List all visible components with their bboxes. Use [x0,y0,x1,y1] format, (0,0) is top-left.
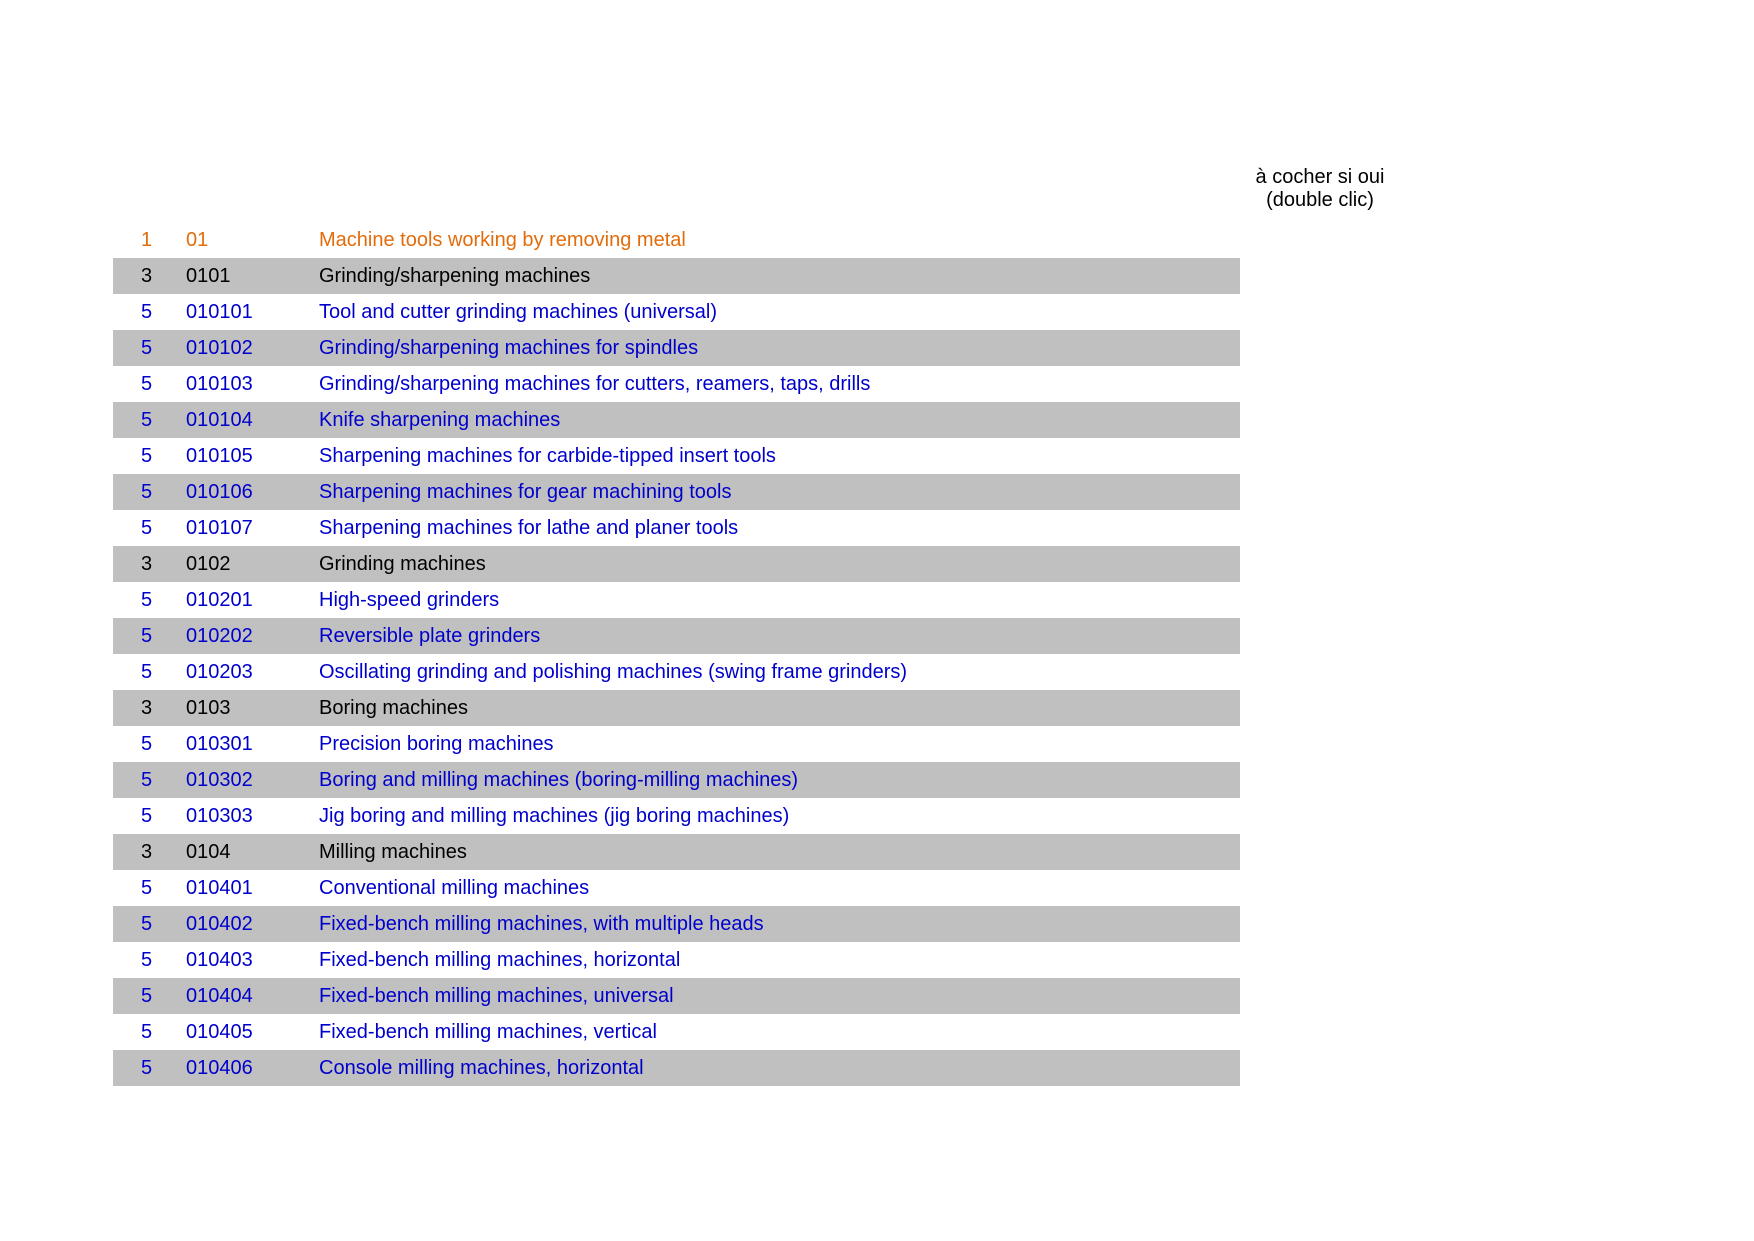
table-row [113,690,1240,726]
checkbox-header-line-1: à cocher si oui [1255,166,1385,188]
row-code: 010203 [186,661,253,683]
row-label: Grinding/sharpening machines for spindles [319,337,699,359]
row-label: Grinding/sharpening machines for cutters, reamers, taps, drills [319,373,871,395]
table-row [113,258,1240,294]
checkbox-column-header [1200,166,1440,212]
row-code: 0101 [186,265,231,287]
row-level: 5 [141,661,153,683]
row-code: 010403 [186,949,253,971]
row-label: Knife sharpening machines [319,409,561,431]
row-level: 5 [141,481,153,503]
table-row [113,906,1240,942]
row-label: Jig boring and milling machines (jig boring machines) [319,805,790,827]
table-row [113,546,1240,582]
table-row [113,510,1240,546]
row-level: 5 [141,877,153,899]
row-code: 010302 [186,769,253,791]
row-code: 010106 [186,481,253,503]
row-code: 010402 [186,913,253,935]
table-row [113,1014,1240,1050]
row-code: 010101 [186,301,253,323]
row-code: 010102 [186,337,253,359]
row-label: Tool and cutter grinding machines (universal) [319,301,717,323]
row-code: 010401 [186,877,253,899]
row-label: High-speed grinders [319,589,500,611]
row-code: 0103 [186,697,231,719]
row-level: 5 [141,409,153,431]
table-row [113,222,1240,258]
row-level: 5 [141,625,153,647]
table-row [113,834,1240,870]
row-code: 010201 [186,589,253,611]
row-label: Sharpening machines for carbide-tipped insert tools [319,445,776,467]
row-code: 010303 [186,805,253,827]
table-row [113,366,1240,402]
row-code: 010406 [186,1057,253,1079]
row-code: 010104 [186,409,253,431]
table-row [113,942,1240,978]
row-code: 010404 [186,985,253,1007]
row-label: Grinding/sharpening machines [319,265,591,287]
table-row [113,438,1240,474]
row-label: Boring and milling machines (boring-milling machines) [319,769,799,791]
row-label: Conventional milling machines [319,877,590,899]
row-label: Sharpening machines for lathe and planer tools [319,517,739,539]
row-code: 010202 [186,625,253,647]
row-level: 5 [141,1057,153,1079]
row-label: Fixed-bench milling machines, horizontal [319,949,681,971]
row-level: 5 [141,913,153,935]
row-level: 5 [141,301,153,323]
row-level: 3 [141,553,153,575]
row-label: Milling machines [319,841,467,863]
row-level: 5 [141,949,153,971]
row-code: 010105 [186,445,253,467]
row-label: Console milling machines, horizontal [319,1057,644,1079]
row-level: 5 [141,1021,153,1043]
row-level: 5 [141,985,153,1007]
table-row [113,978,1240,1014]
row-code: 0104 [186,841,231,863]
row-label: Grinding machines [319,553,486,575]
table-row [113,618,1240,654]
checkbox-header-line-2: (double clic) [1266,189,1374,211]
row-label: Fixed-bench milling machines, with multiple heads [319,913,764,935]
row-code: 0102 [186,553,231,575]
table-row [113,798,1240,834]
row-level: 3 [141,841,153,863]
row-code: 010103 [186,373,253,395]
table-row [113,762,1240,798]
table-row [113,582,1240,618]
table-row [113,654,1240,690]
row-level: 5 [141,373,153,395]
table-row [113,870,1240,906]
row-level: 5 [141,337,153,359]
row-level: 3 [141,265,153,287]
row-label: Fixed-bench milling machines, universal [319,985,674,1007]
row-label: Oscillating grinding and polishing machines (swing frame grinders) [319,661,908,683]
row-label: Machine tools working by removing metal [319,229,686,251]
classification-table [113,222,1240,1086]
table-row [113,1050,1240,1086]
table-row [113,474,1240,510]
row-level: 3 [141,697,153,719]
row-label: Precision boring machines [319,733,554,755]
row-label: Sharpening machines for gear machining tools [319,481,732,503]
row-code: 010301 [186,733,253,755]
row-code: 010107 [186,517,253,539]
row-label: Reversible plate grinders [319,625,541,647]
row-level: 5 [141,445,153,467]
row-level: 5 [141,517,153,539]
row-code: 01 [186,229,209,251]
row-label: Boring machines [319,697,468,719]
row-level: 1 [141,229,153,251]
table-row [113,330,1240,366]
row-level: 5 [141,733,153,755]
table-row [113,726,1240,762]
row-code: 010405 [186,1021,253,1043]
row-label: Fixed-bench milling machines, vertical [319,1021,657,1043]
table-row [113,402,1240,438]
row-level: 5 [141,769,153,791]
row-level: 5 [141,589,153,611]
row-level: 5 [141,805,153,827]
table-row [113,294,1240,330]
